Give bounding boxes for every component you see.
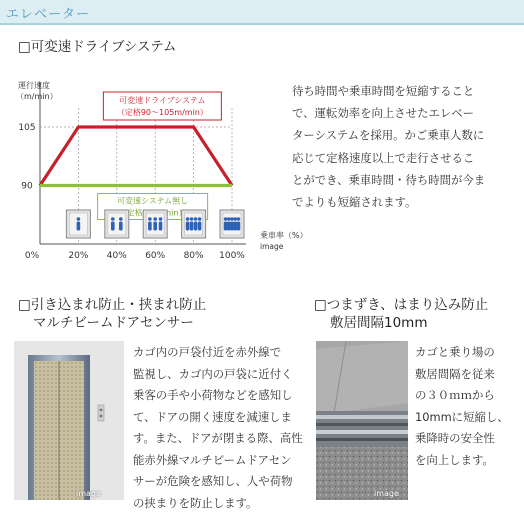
x-tick-label: 40%: [106, 251, 127, 261]
vvvf-line-3: ターシステムを採用。かご乗車人数に: [292, 128, 485, 143]
vvvf-line-2: で、運転効率を向上させたエレベー: [292, 106, 475, 121]
sill-section-subtitle: 敷居間隔10mm: [330, 315, 428, 331]
person-icon: [198, 217, 202, 221]
person-icon: [153, 222, 157, 231]
elevator-door-photo: [14, 341, 124, 500]
x-axis-label: 乗車率（%）: [260, 231, 308, 240]
person-icon: [190, 217, 194, 221]
vvvf-description: [292, 80, 520, 213]
sill-line-2: 敷居間隔を従来: [415, 366, 495, 381]
person-icon: [159, 222, 163, 231]
person-icon: [237, 217, 241, 221]
door-line-2: 監視し、カゴ内の戸袋に近付く: [133, 366, 293, 381]
sill-line-3: の３０ｍｍから: [415, 388, 495, 402]
elevator-illustration: [14, 341, 124, 500]
sill-line-5: 乗降時の安全性: [415, 431, 495, 445]
door-photo-caption: image: [76, 489, 101, 498]
series-label: 可変速システム無し: [116, 196, 189, 206]
door-line-5: す。また、ドアが閉まる際、高性: [133, 431, 303, 445]
x-tick-label: 20%: [68, 251, 89, 261]
sill-photo-caption: image: [374, 489, 399, 498]
person-icon: [159, 217, 163, 221]
elevator-car-inner: [108, 213, 126, 235]
door-description: [133, 342, 308, 514]
door-line-6: 能赤外線マルチビームドアセン: [133, 452, 292, 467]
page-title: エレベーター: [6, 7, 91, 22]
person-icon: [227, 222, 231, 231]
person-icon: [148, 222, 152, 231]
door-line-4: て、ドアの開く速度を減速しま: [133, 409, 292, 424]
header-rule: [0, 23, 524, 25]
speed-chart: [0, 78, 308, 268]
door-line-8: の挟まりを防止します。: [133, 495, 258, 510]
person-icon: [194, 222, 198, 231]
door-section-title: □引き込まれ防止・挟まれ防止: [18, 297, 207, 313]
person-icon: [224, 217, 228, 221]
person-icon: [77, 222, 81, 231]
person-icon: [119, 217, 123, 221]
person-icon: [186, 217, 190, 221]
person-icon: [190, 222, 194, 231]
sill-section-title: □つまずき、はまり込み防止: [314, 297, 489, 313]
person-icon: [230, 217, 234, 221]
vvvf-section-title: □可変速ドライブシステム: [18, 39, 177, 55]
y-tick-label: 105: [18, 123, 36, 133]
person-icon: [224, 222, 228, 231]
person-icon: [111, 217, 115, 221]
y-axis-label: 運行速度: [18, 81, 50, 90]
door-section-subtitle: マルチビームドアセンサー: [33, 315, 194, 331]
series-label: （定格90〜105m/min）: [116, 108, 208, 117]
sill-line-1: カゴと乗り場の: [415, 345, 495, 359]
door-line-3: 乗客の手や小荷物などを感知し: [133, 388, 293, 402]
person-icon: [237, 222, 241, 231]
person-icon: [230, 222, 234, 231]
person-icon: [198, 222, 202, 231]
person-icon: [227, 217, 231, 221]
person-icon: [111, 222, 115, 231]
person-icon: [194, 217, 198, 221]
series-label: 可変速ドライブシステム: [119, 96, 206, 105]
series-line: [40, 127, 232, 186]
y-axis-label: （m/min）: [16, 92, 58, 101]
x-axis-sub-label: image: [260, 242, 284, 251]
sill-description: [415, 342, 523, 471]
person-icon: [233, 222, 237, 231]
person-icon: [233, 217, 237, 221]
sill-line-4: 10mmに短縮し、: [415, 409, 509, 424]
person-icon: [186, 222, 190, 231]
person-icon: [77, 217, 81, 221]
door-line-7: サーが危険を感知し、人や荷物: [133, 474, 293, 488]
door-line-1: カゴ内の戸袋付近を赤外線で: [133, 345, 282, 359]
x-tick-label: 60%: [145, 251, 166, 261]
vvvf-line-4: 応じて定格速度以上で走行させるこ: [292, 150, 475, 165]
person-icon: [153, 217, 157, 221]
sill-line-6: を向上します。: [415, 452, 494, 467]
vvvf-line-5: とができ、乗車時間・待ち時間が今ま: [292, 172, 486, 187]
vvvf-line-1: 待ち時間や乗車時間を短縮すること: [292, 84, 475, 98]
person-icon: [148, 217, 152, 221]
x-tick-label: 100%: [219, 251, 245, 261]
door-sill-photo: [316, 341, 408, 500]
door-sill-illustration: [316, 341, 408, 500]
x-tick-label: 0%: [24, 251, 40, 261]
x-tick-label: 80%: [183, 251, 204, 261]
vvvf-line-6: でよりも短縮されます。: [292, 195, 417, 210]
person-icon: [119, 222, 123, 231]
y-tick-label: 90: [21, 181, 33, 192]
